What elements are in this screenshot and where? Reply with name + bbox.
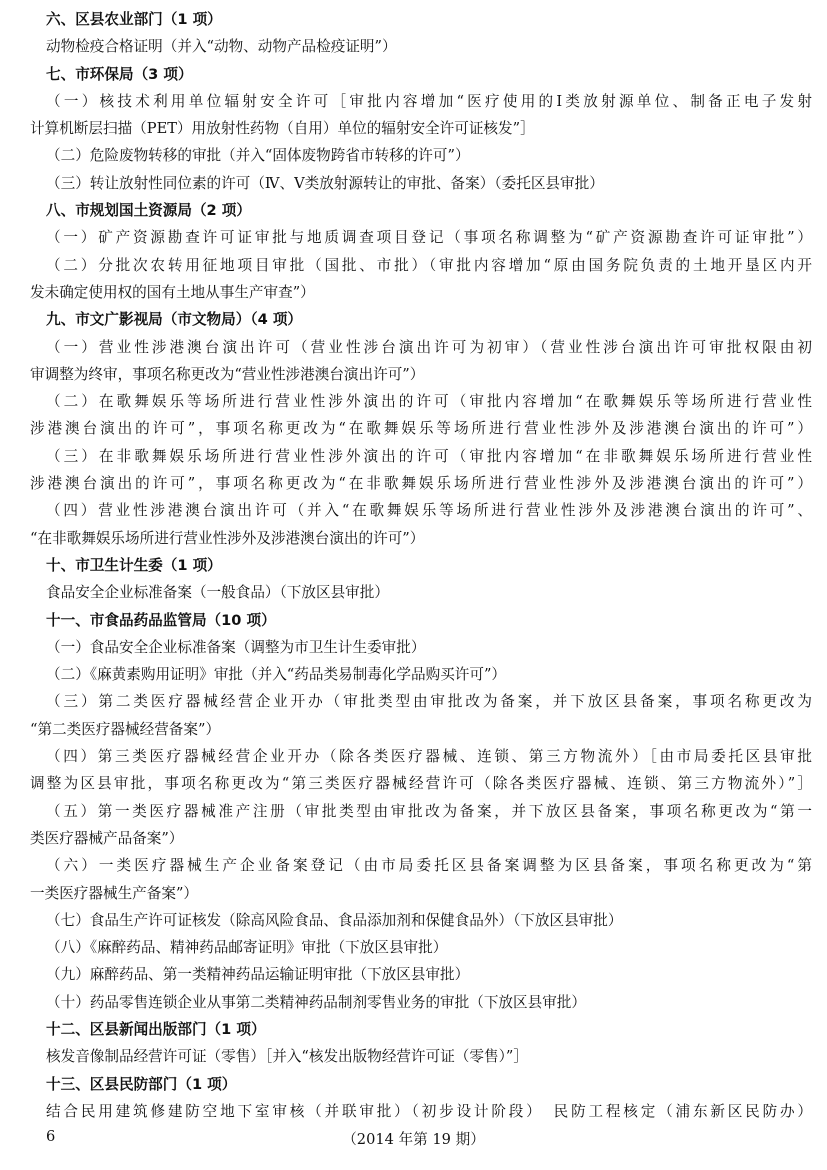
list-item: （十）药品零售连锁企业从事第二类精神药品制剂零售业务的审批（下放区县审批） [46,993,586,1011]
list-item-continuation: 发未确定使用权的国有土地从事生产审查”） [30,283,315,301]
section-heading: 七、市环保局（3 项） [46,65,193,83]
list-item: （八）《麻醉药品、精神药品邮寄证明》审批（下放区县审批） [46,939,448,957]
list-item-continuation: 涉港澳台演出的许可”，事项名称更改为“在歌舞娱乐等场所进行营业性涉外及涉港澳台演出的许可”） [30,420,812,438]
list-item: （三）第二类医疗器械经营企业开办（审批类型由审批改为备案，并下放区县备案，事项名称更改为 [46,693,812,711]
list-item: 核发音像制品经营许可证（零售）［并入“核发出版物经营许可证（零售）”］ [46,1048,528,1066]
list-item-continuation: 计算机断层扫描（PET）用放射性药物（自用）单位的辐射安全许可证核发”］ [30,120,535,138]
list-item: 食品安全企业标准备案（一般食品）（下放区县审批） [46,584,389,602]
list-item: 动物检疫合格证明（并入“动物、动物产品检疫证明”） [46,38,397,56]
list-item: （五）第一类医疗器械准产注册（审批类型由审批改为备案，并下放区县备案，事项名称更改为“第一 [46,802,812,820]
section-heading: 十二、区县新闻出版部门（1 项） [46,1020,266,1038]
section-heading: 六、区县农业部门（1 项） [46,11,222,28]
list-item-continuation: 审调整为终审，事项名称更改为“营业性涉港澳台演出许可”） [30,365,425,383]
list-item: （六）一类医疗器械生产企业备案登记（由市局委托区县备案调整为区县备案，事项名称更改为“第 [46,857,812,875]
list-item: （七）食品生产许可证核发（除高风险食品、食品添加剂和保健食品外）（下放区县审批） [46,911,623,929]
list-item-continuation: 调整为区县审批，事项名称更改为“第三类医疗器械经营许可（除各类医疗器械、连锁、第三方物流外）”］ [30,775,812,793]
issue-label: （2014 年第 19 期） [342,1131,485,1148]
list-item: 结合民用建筑修建防空地下室审核（并联审批）（初步设计阶段） 民防工程核定（浦东新区民防办） [46,1102,812,1120]
page-number: 6 [46,1128,56,1145]
list-item-continuation: “第二类医疗器械经营备案”） [30,720,221,738]
list-item: （二）危险废物转移的审批（并入“固体废物跨省市转移的许可”） [46,147,470,165]
list-item-continuation: “在非歌舞娱乐场所进行营业性涉外及涉港澳台演出的许可”） [30,529,425,547]
section-heading: 八、市规划国土资源局（2 项） [46,202,251,220]
list-item: （二）分批次农转用征地项目审批（国批、市批）（审批内容增加“原由国务院负责的土地开垦区内开 [46,256,812,274]
list-item: （三）转让放射性同位素的许可（Ⅳ、Ⅴ类放射源转让的审批、备案）（委托区县审批） [46,174,604,192]
section-heading: 十、市卫生计生委（1 项） [46,556,222,574]
list-item: （九）麻醉药品、第一类精神药品运输证明审批（下放区县审批） [46,966,470,984]
page-footer [0,1128,827,1152]
list-item-continuation: 一类医疗器械生产备案”） [30,884,198,902]
document-body [30,6,812,1125]
list-item: （四）营业性涉港澳台演出许可（并入“在歌舞娱乐等场所进行营业性涉外及涉港澳台演出的许可”、 [46,502,812,520]
list-item: （二）在歌舞娱乐等场所进行营业性涉外演出的许可（审批内容增加“在歌舞娱乐等场所进行营业性 [46,393,812,411]
section-heading: 九、市文广影视局（市文物局）（4 项） [46,311,303,329]
list-item: （三）在非歌舞娱乐场所进行营业性涉外演出的许可（审批内容增加“在非歌舞娱乐场所进行营业性 [46,447,812,465]
list-item-continuation: 类医疗器械产品备案”） [30,829,184,847]
list-item-continuation: 涉港澳台演出的许可”，事项名称更改为“在非歌舞娱乐场所进行营业性涉外及涉港澳台演出的许可”） [30,475,812,493]
list-item: （一）食品安全企业标准备案（调整为市卫生计生委审批） [46,638,426,656]
list-item: （一）营业性涉港澳台演出许可（营业性涉台演出许可为初审）（营业性涉台演出许可审批权限由初 [46,338,812,356]
section-heading: 十一、市食品药品监管局（10 项） [46,611,276,629]
list-item: （四）第三类医疗器械经营企业开办（除各类医疗器械、连锁、第三方物流外）［由市局委托区县审批 [46,748,812,766]
list-item: （一）核技术利用单位辐射安全许可［审批内容增加“医疗使用的Ⅰ类放射源单位、制备正电子发射 [46,92,812,110]
list-item: （一）矿产资源勘查许可证审批与地质调查项目登记（事项名称调整为“矿产资源勘查许可证审批”） [46,229,812,247]
list-item: （二）《麻黄素购用证明》审批（并入“药品类易制毒化学品购买许可”） [46,666,507,684]
section-heading: 十三、区县民防部门（1 项） [46,1075,237,1093]
